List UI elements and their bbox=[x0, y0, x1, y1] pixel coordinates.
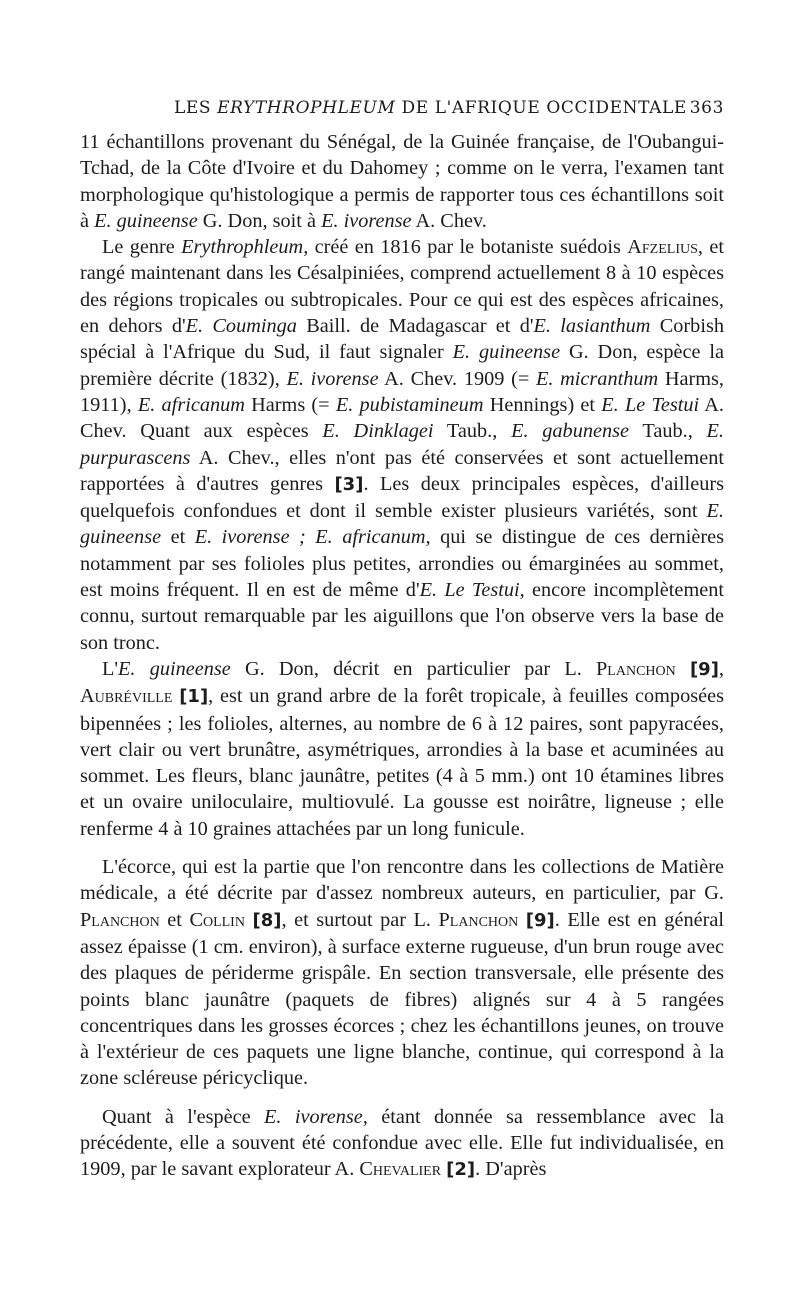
body-text bbox=[80, 129, 724, 1184]
reference-marker: [3] bbox=[334, 473, 364, 495]
author-name: Planchon bbox=[596, 657, 676, 680]
author-name: Aubréville bbox=[80, 685, 173, 708]
page-number: 363 bbox=[689, 98, 724, 118]
paragraph-1: 11 échantillons provenant du Sénégal, de la Guinée française, de l'Oubangui-Tchad, de la Côte d'Ivoire et du Dahomey ; comme on le verra, l'examen tant morphologique qu'histologique a permis de rapporter tous ces échantillons soit à E. guineense G. Don, soit à E. ivorense A. Chev. bbox=[80, 131, 724, 232]
paragraph-5: Quant à l'espèce E. ivorense, étant donnée sa ressemblance avec la précédente, elle a souvent été confondue avec elle. Elle fut individualisée, en 1909, par le savant explorateur A. Chevalier [2]. D'après bbox=[80, 1105, 724, 1181]
paragraph-3: L'E. guineense G. Don, décrit en particulier par L. Planchon [9], Aubréville [1], est un grand arbre de la forêt tropicale, à feuilles composées bipennées ; les folioles, alternes, au nombre de 6 à 12 paires, sont papyracées, vert clair ou vert brunâtre, asymétriques, arrondies à la base et acuminées au sommet. Les fleurs, blanc jaunâtre, petites (4 à 5 mm.) ont 10 étamines libres et un ovaire uniloculaire, multiovulé. La gousse est noirâtre, ligneuse ; elle renferme 4 à 10 graines attachées par un long funicule. bbox=[80, 657, 724, 840]
paragraph-2: Le genre Erythrophleum, créé en 1816 par le botaniste suédois Afzelius, et rangé maintenant dans les Césalpiniées, comprend actuellement 8 à 10 espèces des régions tropicales ou subtropicales. Pour ce qui est des espèces africaines, en dehors d'E. Couminga Baill. de Madagascar et d'E. lasianthum Corbish spécial à l'Afrique du Sud, il faut signaler E. guineense G. Don, espèce la première décrite (1832), E. ivorense A. Chev. 1909 (= E. micranthum Harms, 1911), E. africanum Harms (= E. pubistamineum Hennings) et E. Le Testui A. Chev. Quant aux espèces E. Dinklagei Taub., E. gabunense Taub., E. purpurascens A. Chev., elles n'ont pas été conservées et sont actuellement rapportées à d'autres genres [3]. Les deux principales espèces, d'ailleurs quelquefois confondues et dont il semble exister plusieurs variétés, sont E. guineense et E. ivorense ; E. africanum, qui se distingue de ces dernières notamment par ses folioles plus petites, arrondies ou émarginées au sommet, est moins fréquent. Il en est de même d'E. Le Testui, encore incomplètement connu, surtout remarquable par les aiguillons que l'on observe vers la base de son tronc. bbox=[80, 236, 725, 654]
reference-marker: [9] bbox=[525, 909, 555, 931]
reference-marker: [9] bbox=[689, 658, 719, 680]
paragraph-4: L'écorce, qui est la partie que l'on rencontre dans les collections de Matière médicale, a été décrite par d'assez nombreux auteurs, en particulier, par G. Planchon et Collin [8], et surtout par L. Planchon [9]. Elle est en général assez épaisse (1 cm. environ), à surface externe rugueuse, d'un brun rouge avec des plaques de périderme grispâle. En section transversale, elle présente des points blanc jaunâtre (paquets de fibres) alignés sur 4 à 5 rangées concentriques dans les grosses écorces ; chez les échantillons jeunes, on trouve à l'extérieur de ces paquets une ligne blanche, continue, qui correspond à la zone scléreuse péricyclique. bbox=[80, 856, 724, 1090]
running-header bbox=[80, 98, 724, 128]
document-page bbox=[80, 98, 724, 1184]
author-name: Planchon bbox=[80, 908, 160, 931]
reference-marker: [1] bbox=[179, 686, 209, 708]
author-name: Planchon bbox=[438, 908, 519, 931]
running-title: LES ERYTHROPHLEUM DE L'AFRIQUE OCCIDENTALE bbox=[174, 98, 687, 118]
reference-marker: [8] bbox=[252, 909, 282, 931]
reference-marker: [2] bbox=[446, 1159, 476, 1181]
author-name: Afzelius bbox=[627, 236, 698, 259]
author-name: Chevalier bbox=[359, 1158, 442, 1181]
author-name: Collin bbox=[189, 908, 245, 931]
